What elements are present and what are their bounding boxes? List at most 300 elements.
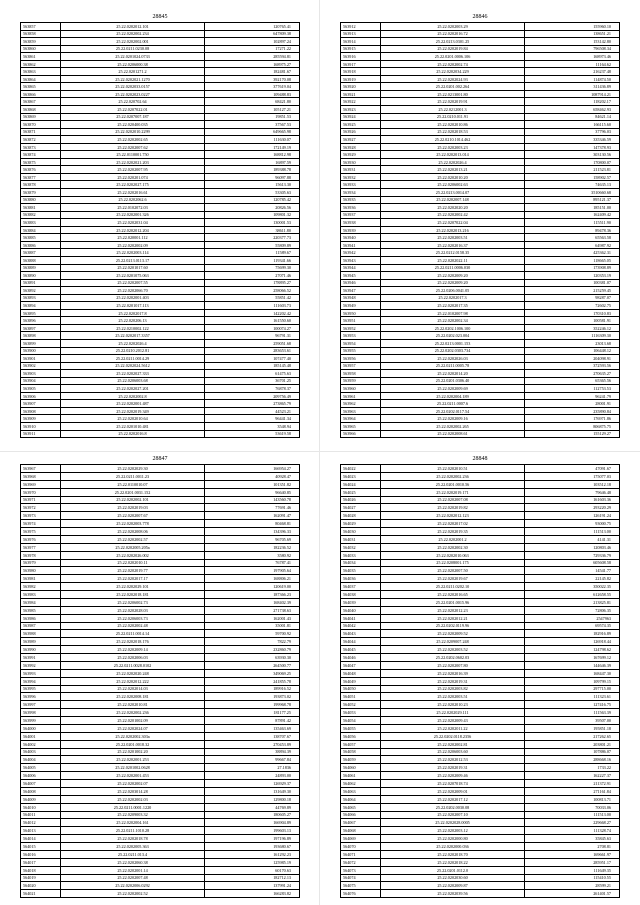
table-row [341,114,619,122]
code-cell: 25.22.0202002.236 [381,473,525,480]
amount-cell: 166954.27 [273,465,291,471]
row-id-cell: 564050 [341,686,381,693]
data-table [340,464,620,898]
amount-cell: 311436.89 [593,84,611,90]
code-cell: 25.22.0202004.189 [381,393,525,400]
table-row [21,76,299,84]
table-row [341,654,619,662]
table-row [341,280,619,288]
row-id-cell: 564071 [341,851,381,858]
row-id-cell: 563982 [21,583,61,590]
row-id-cell: 564059 [341,756,381,763]
amount-cell: 109801.32 [273,212,291,218]
amount-cell: 178895.27 [273,280,291,286]
code-cell: 25.22.0202028.0005 [381,819,525,826]
code-cell: 25.22.0202003.51 [381,693,525,700]
amount-cell: 169661.97 [593,851,611,857]
row-id-cell: 564009 [21,796,61,803]
amount-cell: 99667.84 [275,757,291,763]
row-id-cell: 563932 [341,174,381,181]
amount-cell: 127416.75 [593,702,611,708]
amount-cell: 161603.36 [593,497,611,503]
table-row [21,709,299,717]
code-cell: 25.22.0110010.07 [61,481,205,488]
code-cell: 25.22.0202019.31 [381,678,525,685]
table-row [341,749,619,757]
code-cell: 25.22.0110001.750 [61,151,205,158]
code-cell: 25.22.0202026.002 [61,552,205,559]
amount-cell: 96441.34 [275,416,291,422]
code-cell: 25.22.0202003.778 [61,520,205,527]
row-id-cell: 564048 [341,670,381,677]
amount-cell: 126191.24 [593,513,611,519]
amount-cell: 35845.63 [595,836,611,842]
amount-cell: 185145.48 [273,363,291,369]
row-id-cell: 564030 [341,528,381,535]
code-cell: 25.22.0202018.181 [61,591,205,598]
table-row [21,473,299,481]
table-row [341,265,619,273]
table-row [341,38,619,46]
amount-cell: 70033.06 [595,804,611,810]
row-id-cell: 563922 [341,98,381,105]
amount-cell: 4141.31 [597,536,611,542]
amount-cell: 176971.86 [593,416,611,422]
amount-cell: 170310.83 [593,310,611,316]
row-id-cell: 563892 [21,287,61,294]
code-cell: 25.22.0202018.22 [381,859,525,866]
table-row [341,144,619,152]
row-id-cell: 564058 [341,749,381,756]
code-cell: 25.22.0202008.181 [61,693,205,700]
row-id-cell: 563874 [21,151,61,158]
table-row [341,151,619,159]
amount-cell: 114874.50 [593,76,611,82]
row-id-cell: 563962 [341,400,381,407]
table-row [21,867,299,875]
table-row [341,756,619,764]
row-id-cell: 564067 [341,819,381,826]
table-row [21,280,299,288]
code-cell: 25.22.0202001.2 [381,536,525,543]
table-row [21,497,299,505]
code-cell: 25.22.0202026.4 [61,340,205,347]
table-row [341,136,619,144]
row-id-cell: 564037 [341,583,381,590]
code-cell: 25.22.0202007.95 [61,166,205,173]
amount-cell: 270635.27 [593,370,611,376]
amount-cell: 23013.68 [595,340,611,346]
amount-cell: 119341.66 [273,257,291,263]
table-row [21,890,299,897]
code-cell: 25.22.0202034.229 [381,68,525,75]
table-row [21,630,299,638]
row-id-cell: 564004 [21,756,61,763]
table-row [341,212,619,220]
row-id-cell: 564073 [341,867,381,874]
table-row [341,481,619,489]
code-cell: 25.22.0202.0303.734 [381,348,525,355]
code-cell: 25.22.0206002.73 [61,599,205,606]
code-cell: 25.22.0202019.91 [381,98,525,105]
amount-cell: 84621.14 [595,114,611,120]
table-row [341,340,619,348]
table-row [341,835,619,843]
row-id-cell: 564026 [341,497,381,504]
row-id-cell: 563935 [341,197,381,204]
amount-cell: 372593.56 [593,363,611,369]
amount-cell: 285951.17 [593,859,611,865]
row-id-cell: 564039 [341,599,381,606]
amount-cell: 111603.73 [273,303,291,308]
row-id-cell: 563895 [21,310,61,317]
row-id-cell: 563980 [21,567,61,574]
code-cell: 25.22.0213.0301.25 [381,38,525,45]
amount-cell: 111649.35 [593,867,611,873]
code-cell: 25.22.0202016.61 [61,189,205,196]
amount-cell: 100074.27 [273,325,291,331]
amount-cell: 182481.67 [273,69,291,75]
amount-cell: 175077.03 [593,473,611,479]
amount-cell: 60170.63 [275,867,291,873]
code-cell: 25.22.0202019.77 [61,567,205,574]
code-cell: 25.22.0202016.65 [381,591,525,598]
row-id-cell: 564036 [341,575,381,582]
table-row [21,197,299,205]
code-cell: 25.22.0202017.3 [381,295,525,302]
amount-cell: 166115.60 [593,121,611,127]
row-id-cell: 563864 [21,76,61,83]
code-cell: 25.22.0202019.349 [61,408,205,415]
amount-cell: 195851.18 [593,725,611,731]
amount-cell: 217262.65 [593,733,611,739]
table-row [21,512,299,520]
table-row [21,68,299,76]
table-row [21,575,299,583]
code-cell: 25.22.0202017.3357 [61,332,205,339]
table-row [341,129,619,137]
code-cell: 25.22.0202022.11 [381,257,525,264]
row-id-cell: 563975 [21,528,61,535]
table-row [341,91,619,99]
amount-cell: 64987.92 [595,242,611,248]
amount-cell: 72806.35 [595,607,611,613]
row-id-cell: 564043 [341,630,381,637]
table-row [21,415,299,423]
code-cell: 25.22.0213001.80 [381,91,525,98]
code-cell: 25.22.0202002.65 [61,136,205,143]
table-row [21,544,299,552]
row-id-cell: 564054 [341,717,381,724]
code-cell: 25.22.0202012.23 [381,607,525,614]
code-cell: 25.22.0201.0112.0 [381,867,525,874]
code-cell: 25.22.0202002.303a [61,733,205,740]
table-row [341,623,619,631]
row-id-cell: 563882 [21,212,61,219]
code-cell: 25.22.0202031.04 [61,219,205,226]
amount-cell: 19851.53 [275,114,291,120]
amount-cell: 37796.03 [595,129,611,135]
row-id-cell: 563913 [341,31,381,38]
amount-cell: 28599.21 [595,883,611,889]
table-row [341,489,619,497]
row-id-cell: 563944 [341,265,381,272]
row-id-cell: 564042 [341,623,381,630]
code-cell: 25.22.0202007.67 [61,512,205,519]
code-cell: 25.22.0206003.60 [381,749,525,756]
code-cell: 25.22.0202002.74 [381,61,525,68]
amount-cell: 40928.47 [275,473,291,479]
table-row [341,670,619,678]
table-row [21,151,299,159]
row-id-cell: 563890 [21,272,61,279]
table-row [21,741,299,749]
code-cell: 25.22.0213.0014.07 [381,189,525,196]
amount-cell: 87891.42 [275,717,291,723]
amount-cell: 17271.22 [275,46,291,52]
row-id-cell: 564022 [341,465,381,472]
table-row [341,583,619,591]
code-cell: 25.22.0201017.113 [61,302,205,309]
code-cell: 25.22.0202003.29 [381,23,525,30]
table-row [21,317,299,325]
row-id-cell: 564032 [341,544,381,551]
table-row [341,504,619,512]
row-id-cell: 564066 [341,812,381,819]
code-cell: 25.22.0203014.28 [61,788,205,795]
amount-cell: 182712.13 [273,875,291,881]
row-id-cell: 563945 [341,272,381,279]
row-id-cell: 564007 [21,780,61,787]
table-row [341,733,619,741]
row-id-cell: 563920 [341,83,381,90]
amount-cell: 649665.98 [273,129,291,135]
row-id-cell: 564064 [341,796,381,803]
row-id-cell: 563919 [341,76,381,83]
amount-cell: 162227.37 [593,773,611,779]
table-row [21,310,299,318]
table-row [21,749,299,757]
row-id-cell: 563903 [21,370,61,377]
amount-cell: 895121.37 [593,197,611,203]
amount-cell: 77691.46 [275,505,291,511]
code-cell: 25.22.0202003.12 [381,827,525,834]
code-cell: 25.22.0201.0306.40 [381,378,525,385]
row-id-cell: 564063 [341,788,381,795]
code-cell: 25.22.0202009.20 [381,280,525,287]
amount-cell: 1116309.30 [591,333,611,339]
code-cell: 25.22.0202010.64 [61,415,205,422]
row-id-cell: 564074 [341,875,381,882]
code-cell: 25.22.0202007.80 [381,662,525,669]
table-row [21,121,299,129]
amount-cell: 96791.31 [275,333,291,339]
row-id-cell: 564013 [21,827,61,834]
code-cell: 25.22.0202026.4 [381,159,525,166]
table-row [21,812,299,820]
amount-cell: 193873.02 [273,694,291,700]
table-row [341,591,619,599]
table-row [341,159,619,167]
row-id-cell: 563972 [21,504,61,511]
row-id-cell: 563877 [21,174,61,181]
table-row [341,875,619,883]
code-cell: 25.22.0202012.53 [381,756,525,763]
code-cell: 25.22.0202017.12 [381,796,525,803]
code-cell: 25.22.0202002.48 [61,623,205,630]
amount-cell: 158902.57 [593,174,611,180]
amount-cell: 53305.63 [275,189,291,195]
amount-cell: 126929.37 [273,780,291,786]
table-row [341,859,619,867]
table-row [341,560,619,568]
table-row [21,520,299,528]
amount-cell: 168973.46 [593,53,611,59]
table-row [341,615,619,623]
row-id-cell: 564072 [341,859,381,866]
amount-cell: 180605.27 [273,812,291,818]
amount-cell: 24893.00 [275,773,291,779]
code-cell: 25.22.0202012.123 [381,512,525,519]
code-cell: 25.22.0202027.175 [61,181,205,188]
row-id-cell: 563912 [341,23,381,30]
amount-cell: 55809.89 [275,242,291,248]
row-id-cell: 564041 [341,615,381,622]
amount-cell: 20826.56 [275,204,291,210]
code-cell: 25.22.0201017.60 [61,265,205,272]
row-id-cell: 564060 [341,764,381,771]
row-id-cell: 564005 [21,764,61,771]
row-id-cell: 563950 [341,310,381,317]
row-id-cell: 563872 [21,136,61,143]
table-row [341,890,619,897]
table-row [21,859,299,867]
code-cell: 25.22.0202017.02 [381,520,525,527]
row-id-cell: 563875 [21,159,61,166]
table-row [21,756,299,764]
table-row [341,882,619,890]
row-id-cell: 564053 [341,709,381,716]
code-cell: 25.22.0202012.204 [61,227,205,234]
code-cell: 25.22.0202024.07 [61,725,205,732]
table-row [341,317,619,325]
table-row [21,772,299,780]
amount-cell: 273865.79 [273,401,291,407]
row-id-cell: 563970 [21,489,61,496]
amount-cell: 16897.59 [275,159,291,165]
amount-cell: 232860.79 [273,647,291,653]
table-row [21,599,299,607]
row-id-cell: 563894 [21,302,61,309]
row-id-cell: 563871 [21,129,61,136]
code-cell: 25.22.020400.035 [61,121,205,128]
code-cell: 25.22.0102007.98 [381,310,525,317]
code-cell: 25.22.0202008.06 [61,528,205,535]
table-row [341,520,619,528]
table-row [21,670,299,678]
table-row [341,76,619,84]
table-row [341,257,619,265]
code-cell: 25.22.0210.011.91 [381,114,525,121]
code-cell: 25.22.0202002.101 [61,497,205,504]
amount-cell: 229668.27 [593,820,611,826]
row-id-cell: 563955 [341,348,381,355]
code-cell: 25.22.0202010.063 [381,552,525,559]
code-cell: 25.22.0207018.74 [381,780,525,787]
amount-cell: 96241.79 [595,393,611,399]
code-cell: 25.22.0202002.001 [61,38,205,45]
amount-cell: 98287.07 [595,295,611,301]
table-row [21,431,299,438]
amount-cell: 142202.42 [273,310,291,316]
code-cell: 25.22.0202019.67 [381,575,525,582]
table-row [341,465,619,473]
table-row [341,393,619,401]
row-id-cell: 563969 [21,481,61,488]
row-id-cell: 563952 [341,325,381,332]
code-cell: 25.22.0202019.31 [381,764,525,771]
amount-cell: 168812.98 [273,152,291,158]
amount-cell: 335346.59 [593,136,611,142]
amount-cell: 605608.58 [593,560,611,566]
row-id-cell: 563907 [21,400,61,407]
table-row [21,686,299,694]
row-id-cell: 564056 [341,733,381,740]
amount-cell: 107886.07 [593,749,611,755]
table-row [341,408,619,416]
code-cell: 25.22.0202005.363 [61,843,205,850]
table-row [341,717,619,725]
amount-cell: 425362.31 [593,250,611,256]
row-id-cell: 563979 [21,560,61,567]
row-id-cell: 563948 [341,295,381,302]
code-cell: 25.22.0202013.21 [381,166,525,173]
row-id-cell: 564055 [341,725,381,732]
code-cell: 25.22.0211.0230.08 [61,46,205,53]
row-id-cell: 563987 [21,623,61,630]
amount-cell: 647809.38 [273,31,291,37]
row-id-cell: 564008 [21,788,61,795]
row-id-cell: 563898 [21,332,61,339]
code-cell: 25.22.0202.023.004 [381,332,525,339]
code-cell: 25.22.0201.0015.96 [381,599,525,606]
table-row [21,560,299,568]
code-cell: 25.22.0201075.063 [61,272,205,279]
code-cell: 25.22.0202019.03 [61,504,205,511]
amount-cell: 161550.60 [273,318,291,324]
table-row [341,686,619,694]
row-id-cell: 564046 [341,654,381,661]
row-id-cell: 563881 [21,204,61,211]
code-cell: 25.22.0202021.1270 [61,76,205,83]
row-id-cell: 563926 [341,129,381,136]
amount-cell: 209756.49 [273,393,291,399]
table-row [21,265,299,273]
amount-cell: 168975.27 [273,61,291,67]
amount-cell: 259051.68 [273,340,291,346]
row-id-cell: 563941 [341,242,381,249]
code-cell: 25.22.0206003.73 [61,615,205,622]
amount-cell: 270453.89 [273,741,291,747]
table-row [341,812,619,820]
row-id-cell: 564001 [21,733,61,740]
code-cell: 25.22.0202027.201 [61,385,205,392]
code-cell: 25.22.0202012.21 [381,615,525,622]
table-row [341,851,619,859]
code-cell: 25.22.0202009.46 [381,772,525,779]
amount-cell: 303130.56 [593,152,611,158]
amount-cell: 79646.48 [595,489,611,495]
